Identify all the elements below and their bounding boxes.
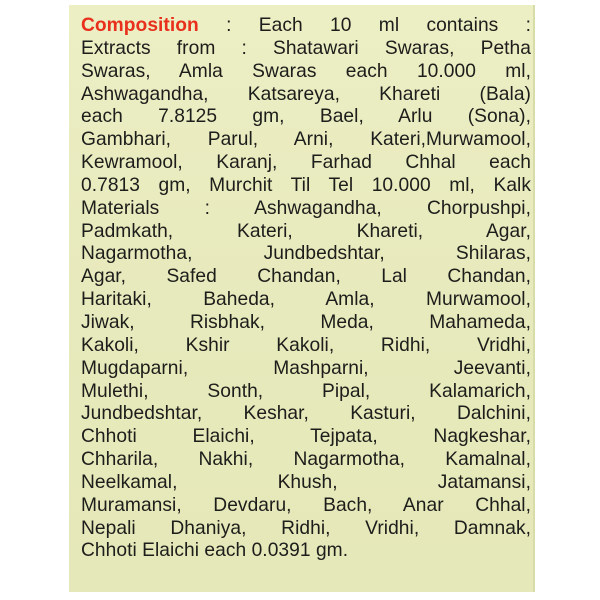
- composition-line: Chharila, Nakhi, Nagarmotha, Kamalnal,: [81, 449, 531, 471]
- composition-line: Haritaki, Baheda, Amla, Murwamool,: [81, 289, 531, 311]
- composition-heading-line: [81, 15, 531, 38]
- composition-line: Materials : Ashwagandha, Chorpushpi,: [81, 197, 531, 219]
- composition-line: Kewramool, Karanj, Farhad Chhal each: [81, 152, 531, 174]
- composition-line: Kakoli, Kshir Kakoli, Ridhi, Vridhi,: [81, 334, 531, 356]
- composition-heading: Composition: [81, 15, 199, 36]
- composition-line: 0.7813 gm, Murchit Til Tel 10.000 ml, Kalk: [81, 174, 531, 196]
- composition-heading-suffix: : Each 10 ml contains :: [198, 15, 531, 36]
- composition-line: Jiwak, Risbhak, Meda, Mahameda,: [81, 311, 531, 333]
- composition-line-final: Chhoti Elaichi each 0.0391 gm.: [81, 540, 349, 562]
- composition-text: [81, 15, 531, 563]
- composition-line: Mulethi, Sonth, Pipal, Kalamarich,: [81, 380, 531, 402]
- composition-line: Extracts from : Shatawari Swaras, Petha: [81, 37, 531, 59]
- composition-line: Muramansi, Devdaru, Bach, Anar Chhal,: [81, 494, 531, 516]
- composition-line: Jundbedshtar, Keshar, Kasturi, Dalchini,: [81, 403, 531, 425]
- composition-line: Nepali Dhaniya, Ridhi, Vridhi, Damnak,: [81, 517, 531, 539]
- composition-line: Ashwagandha, Katsareya, Khareti (Bala): [81, 83, 531, 105]
- composition-line: Swaras, Amla Swaras each 10.000 ml,: [81, 60, 531, 82]
- composition-line: Chhoti Elaichi, Tejpata, Nagkeshar,: [81, 426, 531, 448]
- composition-label-panel: [69, 5, 535, 592]
- composition-line: Agar, Safed Chandan, Lal Chandan,: [81, 266, 531, 288]
- composition-line: Gambhari, Parul, Arni, Kateri,Murwamool,: [81, 129, 531, 151]
- composition-line: Mugdaparni, Mashparni, Jeevanti,: [81, 357, 531, 379]
- composition-line: each 7.8125 gm, Bael, Arlu (Sona),: [81, 106, 531, 128]
- composition-line: Padmkath, Kateri, Khareti, Agar,: [81, 220, 531, 242]
- composition-line: Nagarmotha, Jundbedshtar, Shilaras,: [81, 243, 531, 265]
- composition-line: Neelkamal, Khush, Jatamansi,: [81, 471, 531, 493]
